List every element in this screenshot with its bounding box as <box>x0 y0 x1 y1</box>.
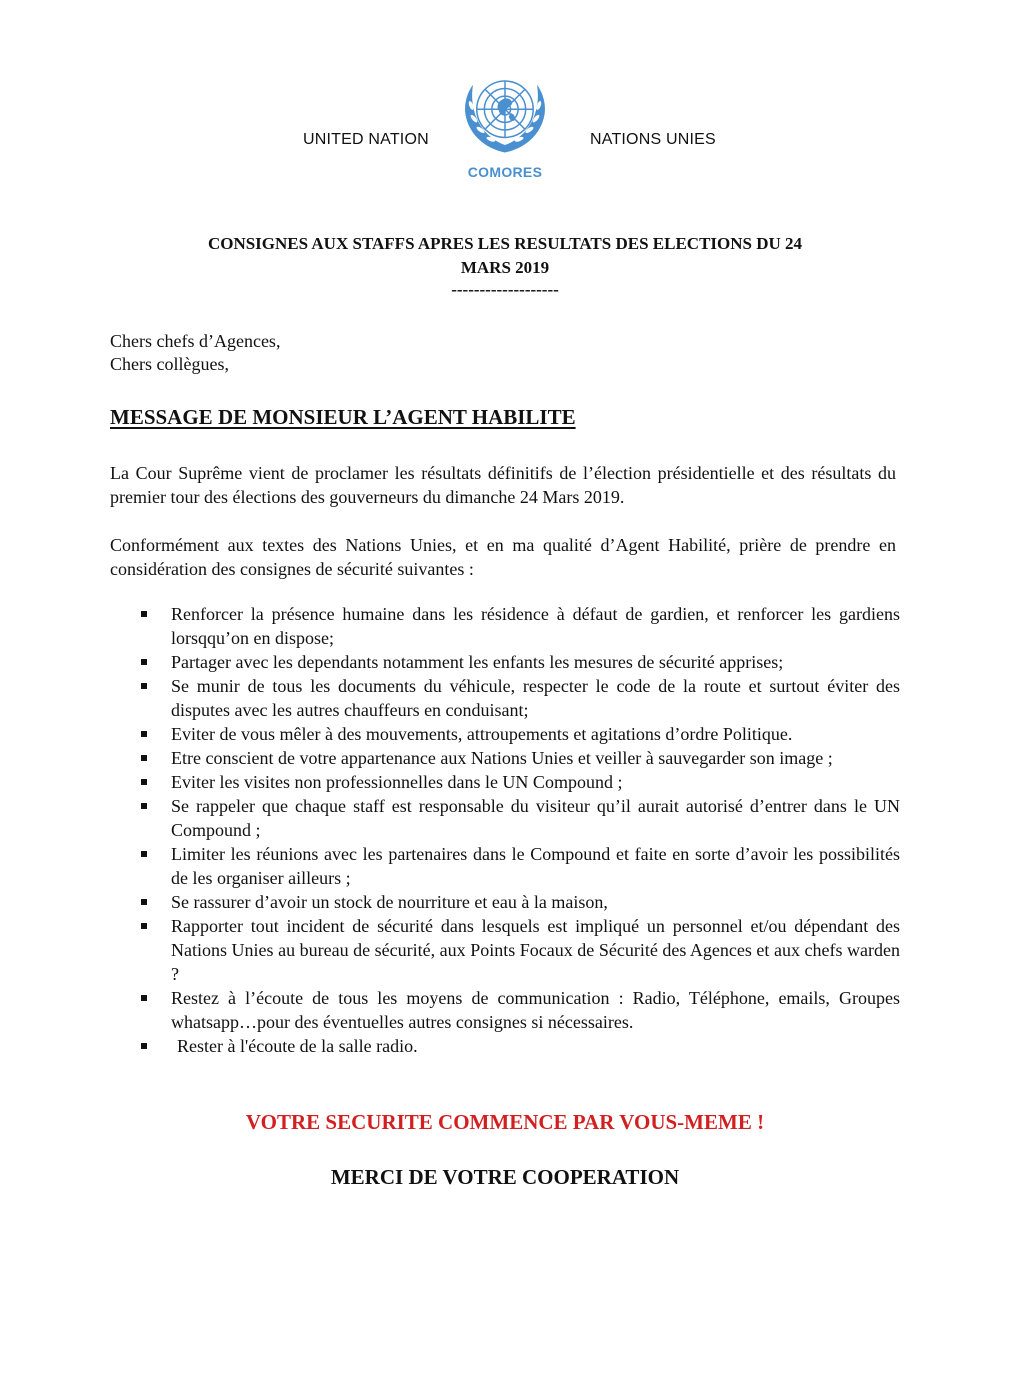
list-item: Etre conscient de votre appartenance aux Nations Unies et veiller à sauvegarder son image ; <box>110 746 900 770</box>
list-item: Rester à l'écoute de la salle radio. <box>110 1034 900 1058</box>
square-bullet-icon <box>141 803 147 809</box>
square-bullet-icon <box>141 779 147 785</box>
list-item: Eviter les visites non professionnelles dans le UN Compound ; <box>110 770 900 794</box>
greeting-line-2: Chers collègues, <box>110 354 229 374</box>
list-item: Limiter les réunions avec les partenaires dans le Compound et faite en sorte d’avoir les possibilités de les organiser ailleurs ; <box>110 842 900 890</box>
greeting <box>110 330 280 376</box>
security-instructions-list <box>110 602 900 1058</box>
list-item: Se rappeler que chaque staff est responsable du visiteur qu’il aurait autorisé d’entrer dans le UN Compound ; <box>110 794 900 842</box>
message-heading: MESSAGE DE MONSIEUR L’AGENT HABILITE <box>110 405 576 429</box>
title-separator: ------------------- <box>451 280 559 299</box>
square-bullet-icon <box>141 683 147 689</box>
document-header <box>0 0 1009 200</box>
intro-paragraph: La Cour Suprême vient de proclamer les résultats définitifs de l’élection présidentielle et des résultats du premier tour des élections des gouverneurs du dimanche 24 Mars 2019. <box>110 463 896 507</box>
document-title <box>110 232 900 280</box>
security-slogan: VOTRE SECURITE COMMENCE PAR VOUS-MEME ! <box>245 1110 765 1134</box>
square-bullet-icon <box>141 995 147 1001</box>
list-item: Eviter de vous mêler à des mouvements, attroupements et agitations d’ordre Politique. <box>110 722 900 746</box>
square-bullet-icon <box>141 659 147 665</box>
closing-thanks: MERCI DE VOTRE COOPERATION <box>330 1165 680 1189</box>
square-bullet-icon <box>141 923 147 929</box>
square-bullet-icon <box>141 611 147 617</box>
square-bullet-icon <box>141 731 147 737</box>
list-item: Restez à l’écoute de tous les moyens de communication : Radio, Téléphone, emails, Groupes whatsapp…pour des éventuelles autres consignes si nécessaires. <box>110 986 900 1034</box>
title-line-1: CONSIGNES AUX STAFFS APRES LES RESULTATS DES ELECTIONS DU 24 <box>207 234 803 253</box>
square-bullet-icon <box>141 755 147 761</box>
list-item: Rapporter tout incident de sécurité dans lesquels est impliqué un personnel et/ou dépendant des Nations Unies au bureau de sécurité, aux Points Focaux de Sécurité des Agences et aux chefs warden ? <box>110 914 900 986</box>
list-item: Partager avec les dependants notamment les enfants les mesures de sécurité apprises; <box>110 650 900 674</box>
square-bullet-icon <box>141 1043 147 1049</box>
instructions-paragraph: Conformément aux textes des Nations Unies, et en ma qualité d’Agent Habilité, prière de prendre en considération des consignes de sécurité suivantes : <box>110 535 896 579</box>
list-item: Se munir de tous les documents du véhicule, respecter le code de la route et surtout éviter des disputes avec les autres chauffeurs en conduisant; <box>110 674 900 722</box>
square-bullet-icon <box>141 851 147 857</box>
list-item: Renforcer la présence humaine dans les résidence à défaut de gardien, et renforcer les gardiens lorsqqu’on en dispose; <box>110 602 900 650</box>
list-item: Se rassurer d’avoir un stock de nourriture et eau à la maison, <box>110 890 900 914</box>
header-left-text: UNITED NATION <box>303 131 429 148</box>
greeting-line-1: Chers chefs d’Agences, <box>110 331 281 351</box>
un-emblem-icon <box>458 66 552 160</box>
emblem-label: COMORES <box>467 164 543 180</box>
header-right-text: NATIONS UNIES <box>590 131 716 148</box>
title-line-2: MARS 2019 <box>460 258 550 277</box>
square-bullet-icon <box>141 899 147 905</box>
